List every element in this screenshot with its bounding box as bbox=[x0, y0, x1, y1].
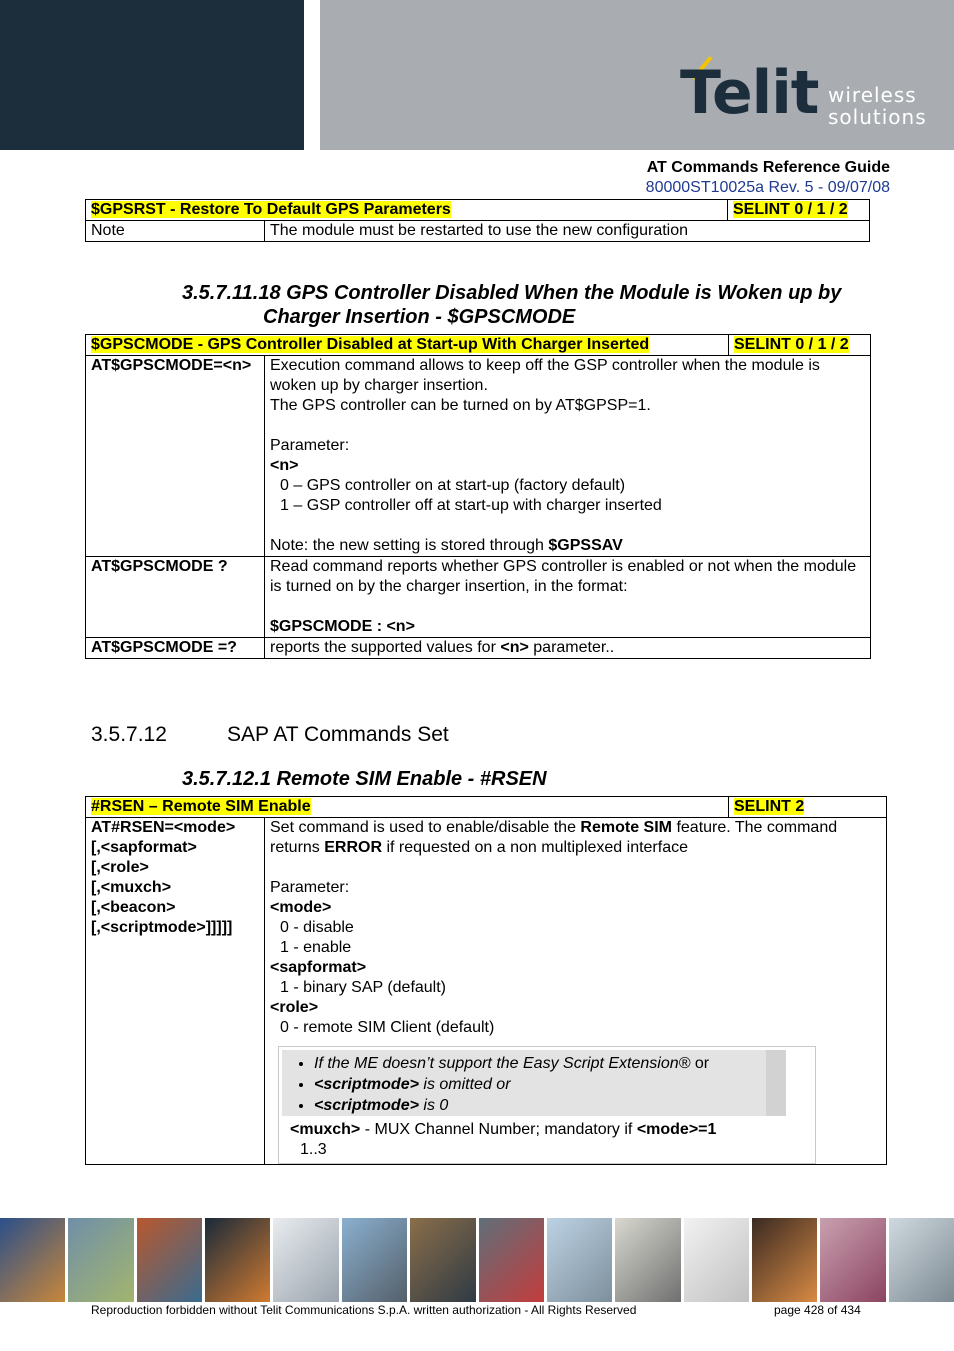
rsen-set-desc: Set command is used to enable/disable the Remote SIM feature. The command returns ERROR if requested on a non multiplexed interface Parameter: <mode> 0 - disable 1 - enable <sapformat> 1 - binary SAP (default) <role> 0 - remote SIM Client (default) • If the ME doesn’t support the Easy Script Extension® or • <scriptmode> is omitted or • <scriptmode> is 0 <muxch> - MUX Channel Number; mandatory if <mode>=1 1..3 bbox=[265, 818, 887, 1165]
footer-page-number: page 428 of 434 bbox=[774, 1303, 861, 1317]
footer-photo bbox=[410, 1218, 475, 1302]
footer-photo bbox=[68, 1218, 133, 1302]
gpsrst-selint-cell bbox=[728, 200, 870, 221]
footer-photo bbox=[684, 1218, 749, 1302]
footer-photo bbox=[342, 1218, 407, 1302]
logo-tagline: wireless solutions bbox=[828, 83, 927, 129]
footer-photo bbox=[889, 1218, 954, 1302]
gpscmode-table bbox=[85, 334, 871, 659]
footer-photo bbox=[615, 1218, 680, 1302]
logo-wordmark: Telit bbox=[680, 58, 819, 128]
heading-sap-commands: 3.5.7.12 SAP AT Commands Set bbox=[91, 723, 449, 746]
footer-copyright: Reproduction forbidden without Telit Communications S.p.A. written authorization - All Rights Reserved bbox=[91, 1303, 637, 1317]
gpscmode-read-cmd: AT$GPSCMODE ? bbox=[86, 557, 265, 638]
gpscmode-selint-cell bbox=[729, 335, 871, 356]
heading-gpscmode-line1: 3.5.7.11.18 GPS Controller Disabled When the Module is Woken up by bbox=[182, 282, 842, 304]
scriptmode-condition-box bbox=[278, 1046, 816, 1164]
muxch-param: <muxch> - MUX Channel Number; mandatory if <mode>=1 1..3 bbox=[290, 1121, 717, 1158]
footer-photo bbox=[547, 1218, 612, 1302]
gpscmode-test-cmd: AT$GPSCMODE =? bbox=[86, 638, 265, 659]
gpscmode-set-cmd: AT$GPSCMODE=<n> bbox=[86, 356, 265, 557]
rsen-selint-cell bbox=[729, 797, 887, 818]
gpsrst-title-cell bbox=[86, 200, 728, 221]
rsen-selint: SELINT 2 bbox=[734, 798, 805, 815]
footer-photo-strip bbox=[0, 1218, 954, 1302]
gpscmode-selint: SELINT 0 / 1 / 2 bbox=[734, 336, 849, 353]
bullet-item: • If the ME doesn’t support the Easy Script Extension® or bbox=[314, 1053, 740, 1074]
guide-revision: 80000ST10025a Rev. 5 - 09/07/08 bbox=[645, 179, 890, 196]
heading-gpscmode-line2: Charger Insertion - $GPSCMODE bbox=[263, 306, 576, 328]
telit-logo bbox=[676, 50, 936, 132]
gpscmode-title-cell bbox=[86, 335, 729, 356]
gpscmode-set-desc: Execution command allows to keep off the GSP controller when the module is woken up by charger insertion. The GPS controller can be turned on by AT$GPSP=1. Parameter: <n> 0 – GPS controller on at start-up (factory default) 1 – GSP controller off at start-up with charger inserted Note: the new setting is stored through $GPSSAV bbox=[265, 356, 871, 557]
rsen-set-cmd: AT#RSEN=<mode> [,<sapformat> [,<role> [,<muxch> [,<beacon> [,<scriptmode>]]]]] bbox=[86, 818, 265, 1165]
scriptmode-bullets bbox=[282, 1050, 786, 1116]
footer-photo bbox=[752, 1218, 817, 1302]
gpsrst-table bbox=[85, 199, 870, 242]
footer-photo bbox=[205, 1218, 270, 1302]
gpsrst-selint: SELINT 0 / 1 / 2 bbox=[733, 201, 848, 218]
rsen-title-cell bbox=[86, 797, 729, 818]
bullet-item: • <scriptmode> is 0 bbox=[314, 1095, 740, 1116]
gpscmode-read-desc: Read command reports whether GPS controller is enabled or not when the module is turned on by the charger insertion, in the format: $GPSCMODE : <n> bbox=[265, 557, 871, 638]
footer-photo bbox=[479, 1218, 544, 1302]
footer-photo bbox=[273, 1218, 338, 1302]
gpsrst-title: $GPSRST - Restore To Default GPS Parameters bbox=[91, 201, 451, 218]
gpscmode-note: Note: the new setting is stored through $GPSSAV bbox=[270, 537, 623, 554]
bullet-item: • <scriptmode> is omitted or bbox=[314, 1074, 740, 1095]
gpscmode-test-desc: reports the supported values for <n> parameter.. bbox=[265, 638, 871, 659]
heading-rsen: 3.5.7.12.1 Remote SIM Enable - #RSEN bbox=[182, 768, 547, 790]
footer-photo bbox=[820, 1218, 885, 1302]
footer-photo bbox=[137, 1218, 202, 1302]
gpsrst-note-text: The module must be restarted to use the new configuration bbox=[265, 221, 870, 242]
gpscmode-title: $GPSCMODE - GPS Controller Disabled at Start-up With Charger Inserted bbox=[91, 336, 650, 353]
gpsrst-note-label: Note bbox=[86, 221, 265, 242]
header-dark-panel bbox=[0, 0, 304, 150]
footer-photo bbox=[0, 1218, 65, 1302]
rsen-table bbox=[85, 796, 887, 1165]
guide-title: AT Commands Reference Guide bbox=[646, 159, 890, 176]
rsen-title: #RSEN – Remote SIM Enable bbox=[91, 798, 311, 815]
